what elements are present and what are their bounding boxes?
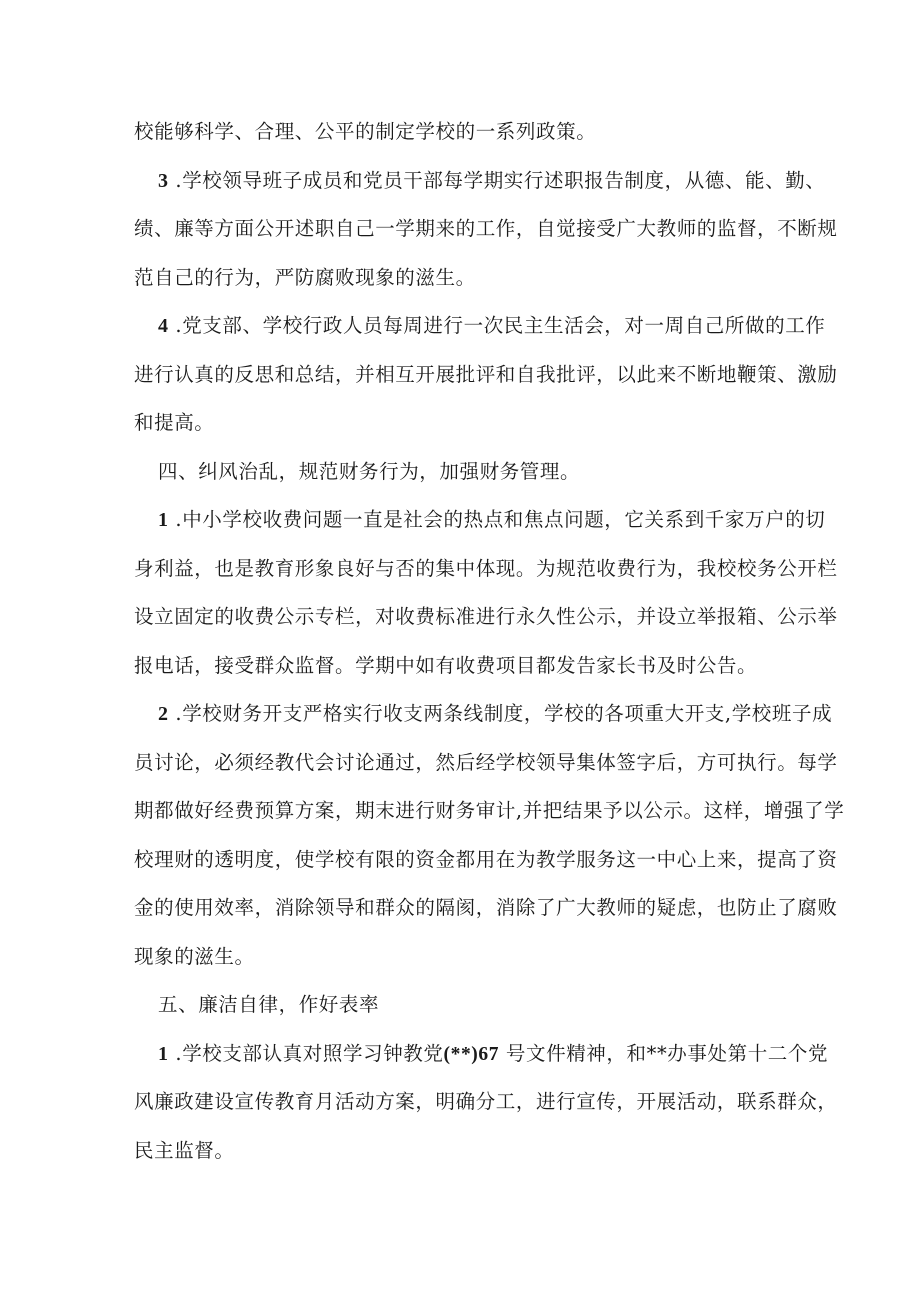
body-text bbox=[134, 108, 845, 1175]
text-line: 范自己的行为，严防腐败现象的滋生。 bbox=[134, 265, 476, 289]
item-number: 1 bbox=[158, 1042, 169, 1065]
text-line: 民主监督。 bbox=[134, 1138, 235, 1162]
item-text: .中小学校收费问题一直是社会的热点和焦点问题，它关系到千家万户的切 bbox=[168, 508, 826, 531]
item-text: .党支部、学校行政人员每周进行一次民主生活会，对一周自己所做的工作 bbox=[168, 314, 826, 337]
section-heading-4: 四、纠风治乱，规范财务行为，加强财务管理。 bbox=[158, 459, 581, 483]
text-line: 绩、廉等方面公开述职自己一学期来的工作，自觉接受广大教师的监督，不断规 bbox=[134, 217, 838, 240]
text-line: 和提高。 bbox=[134, 411, 215, 434]
numbered-item-4 bbox=[134, 302, 826, 351]
section-heading-5: 五、廉洁自律，作好表率 bbox=[158, 993, 380, 1016]
item-text: .学校财务开支严格实行收支两条线制度，学校的各项重大开支,学校班子成 bbox=[168, 702, 833, 725]
item-number: 2 bbox=[158, 703, 169, 725]
text-line: 期都做好经费预算方案，期末进行财务审计,并把结果予以公示。这样，增强了学 bbox=[134, 799, 845, 822]
text-line: 设立固定的收费公示专栏，对收费标准进行永久性公示，并设立举报箱、公示举 bbox=[134, 605, 838, 628]
numbered-item-1b bbox=[134, 1030, 829, 1079]
item-text: .学校领导班子成员和党员干部每学期实行述职报告制度，从德、能、勤、 bbox=[168, 168, 826, 192]
item-number: 1 bbox=[158, 509, 169, 531]
text-line: 报电话，接受群众监督。学期中如有收费项目都发告家长书及时公告。 bbox=[134, 653, 758, 677]
text-line: 进行认真的反思和总结，并相互开展批评和自我批评，以此来不断地鞭策、激励 bbox=[134, 362, 838, 386]
numbered-item-3 bbox=[134, 157, 826, 206]
item-text: .学校支部认真对照学习钟教党 bbox=[168, 1041, 444, 1065]
text-line: 风廉政建设宣传教育月活动方案，明确分工，进行宣传，开展活动，联系群众， bbox=[134, 1090, 838, 1113]
item-text-continued: 号文件精神，和**办事处第十二个党 bbox=[499, 1041, 829, 1065]
text-line: 校理财的透明度，使学校有限的资金都用在为教学服务这一中心上来，提高了资 bbox=[134, 847, 838, 871]
document-number: (**)67 bbox=[443, 1043, 500, 1065]
numbered-item-1 bbox=[134, 496, 826, 545]
item-number: 4 bbox=[158, 315, 169, 337]
text-line: 员讨论，必须经教代会讨论通过，然后经学校领导集体签字后，方可执行。每学 bbox=[134, 750, 838, 774]
text-line: 金的使用效率，消除领导和群众的隔阂，消除了广大教师的疑虑，也防止了腐败 bbox=[134, 896, 838, 919]
text-line: 现象的滋生。 bbox=[134, 944, 255, 968]
item-number: 3 bbox=[158, 169, 169, 192]
text-line: 校能够科学、合理、公平的制定学校的一系列政策。 bbox=[134, 120, 597, 143]
numbered-item-2 bbox=[134, 690, 833, 739]
text-line: 身利益，也是教育形象良好与否的集中体现。为规范收费行为，我校校务公开栏 bbox=[134, 556, 838, 580]
